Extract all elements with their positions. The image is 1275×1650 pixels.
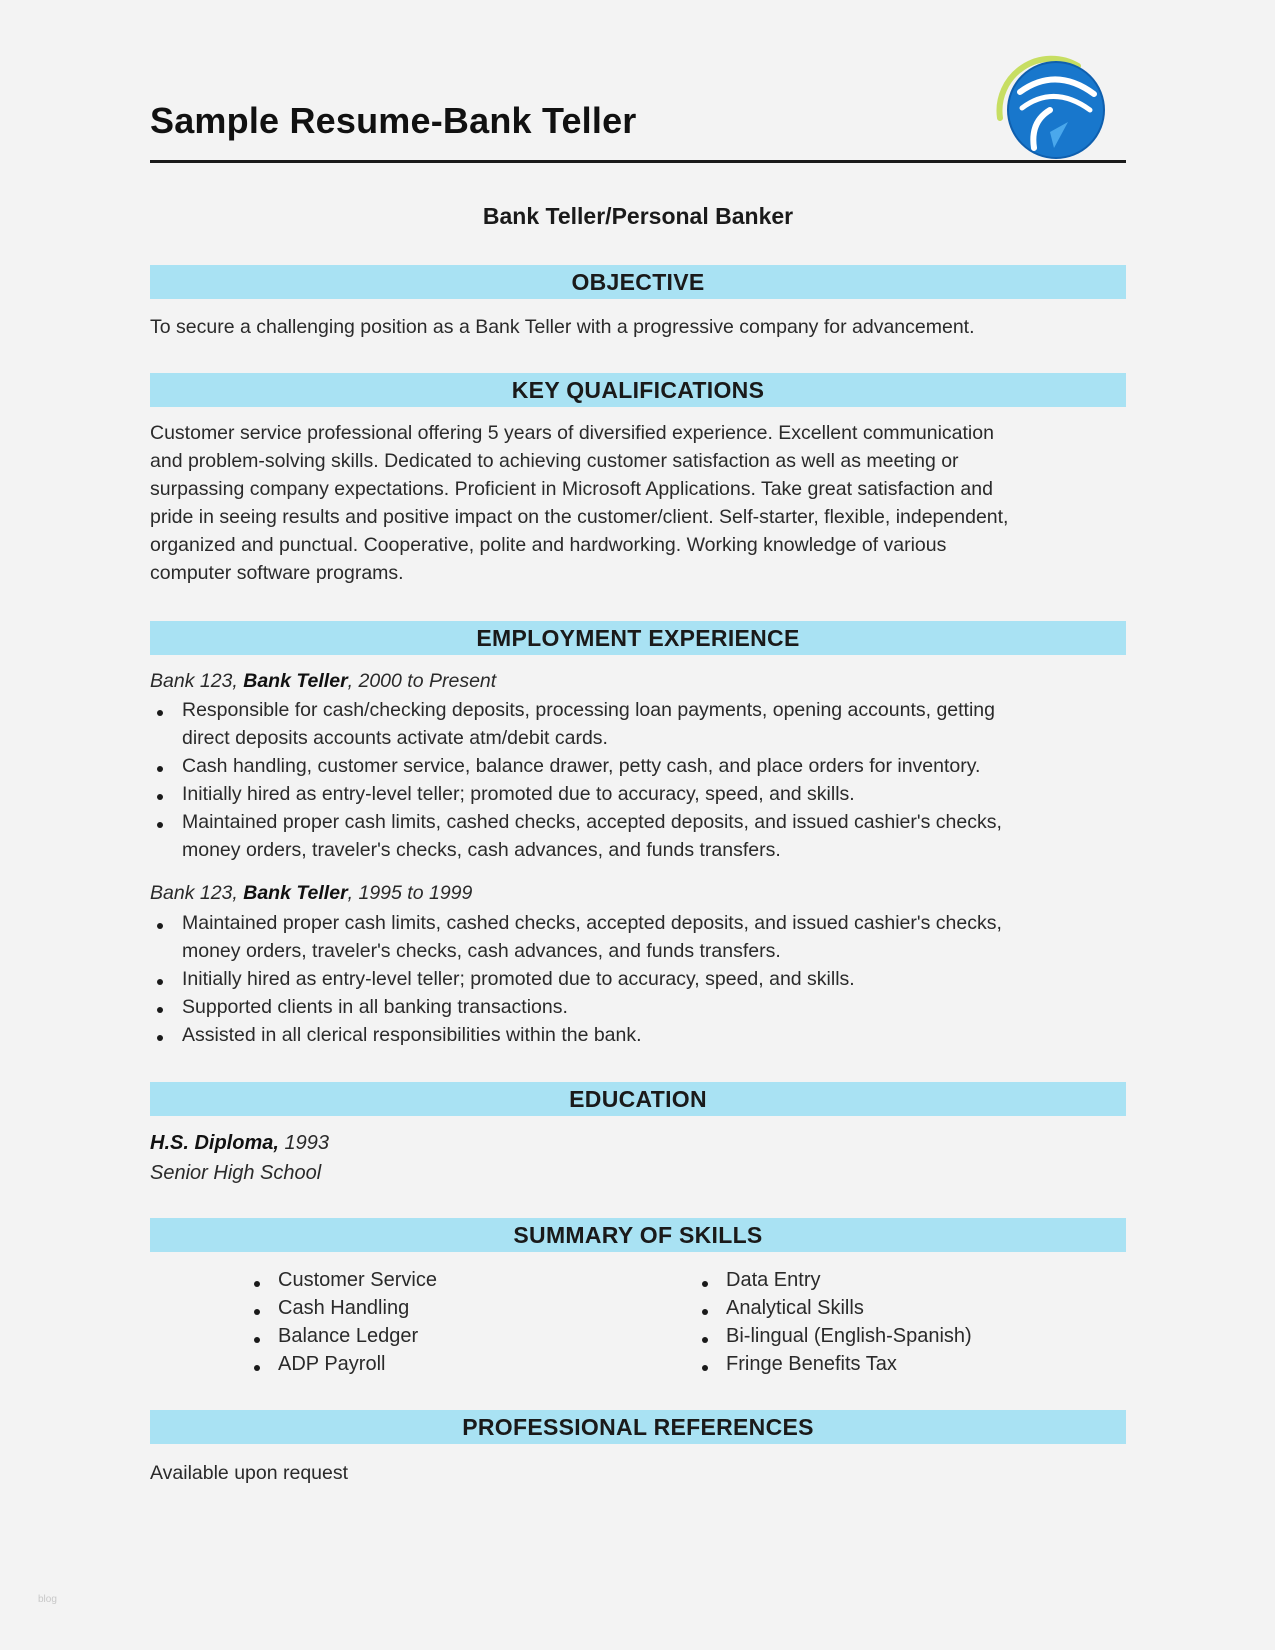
employment-heading: EMPLOYMENT EXPERIENCE bbox=[150, 621, 1126, 655]
bullet-icon bbox=[157, 710, 163, 716]
education-heading: EDUCATION bbox=[150, 1082, 1126, 1116]
job-header bbox=[150, 670, 496, 693]
references-text: Available upon request bbox=[150, 1462, 349, 1484]
list-item: Maintained proper cash limits, cashed checks, accepted deposits, and issued cashier's checks, money orders, traveler's checks, cash advances, and funds transfers. bbox=[150, 909, 1110, 965]
title-divider bbox=[150, 160, 1126, 163]
qualifications-line: and problem-solving skills. Dedicated to achieving customer satisfaction as well as meeting or bbox=[150, 450, 959, 472]
bullet-icon bbox=[157, 822, 163, 828]
document-title: Sample Resume-Bank Teller bbox=[150, 100, 637, 141]
skills-list-left bbox=[252, 1266, 612, 1378]
education-degree bbox=[150, 1132, 329, 1155]
list-item: Customer Service bbox=[252, 1266, 612, 1294]
qualifications-line: pride in seeing results and positive impact on the customer/client. Self-starter, flexible, independent, bbox=[150, 506, 1009, 528]
degree-year: 1993 bbox=[278, 1132, 329, 1154]
job-role: Bank Teller bbox=[243, 670, 348, 692]
list-item: Initially hired as entry-level teller; promoted due to accuracy, speed, and skills. bbox=[150, 780, 1110, 808]
bullet-icon bbox=[254, 1309, 260, 1315]
list-item: Responsible for cash/checking deposits, processing loan payments, opening accounts, getting direct deposits accounts activate atm/debit cards. bbox=[150, 696, 1110, 752]
qualifications-text bbox=[150, 419, 1126, 587]
bullet-icon bbox=[254, 1365, 260, 1371]
list-item: Cash Handling bbox=[252, 1294, 612, 1322]
qualifications-line: surpassing company expectations. Proficient in Microsoft Applications. Take great satisfaction and bbox=[150, 478, 993, 500]
bullet-icon bbox=[157, 979, 163, 985]
list-item: Maintained proper cash limits, cashed checks, accepted deposits, and issued cashier's checks, money orders, traveler's checks, cash advances, and funds transfers. bbox=[150, 808, 1110, 864]
bullet-icon bbox=[157, 1007, 163, 1013]
bullet-icon bbox=[254, 1281, 260, 1287]
bullet-icon bbox=[702, 1309, 708, 1315]
job-role: Bank Teller bbox=[243, 882, 348, 904]
bullet-icon bbox=[702, 1337, 708, 1343]
bullet-icon bbox=[702, 1281, 708, 1287]
job-dates: , 2000 to Present bbox=[347, 670, 497, 692]
list-item: Cash handling, customer service, balance drawer, petty cash, and place orders for inventory. bbox=[150, 752, 1110, 780]
degree-name: H.S. Diploma, bbox=[150, 1132, 279, 1154]
list-item: Fringe Benefits Tax bbox=[700, 1350, 1060, 1378]
list-item: Data Entry bbox=[700, 1266, 1060, 1294]
watermark-text: blog bbox=[38, 1594, 57, 1605]
bullet-icon bbox=[157, 794, 163, 800]
job-company: Bank 123, bbox=[150, 670, 238, 692]
job-dates: , 1995 to 1999 bbox=[347, 882, 473, 904]
job-company: Bank 123, bbox=[150, 882, 238, 904]
qualifications-line: Customer service professional offering 5 years of diversified experience. Excellent communication bbox=[150, 422, 994, 444]
qualifications-line: computer software programs. bbox=[150, 562, 404, 584]
list-item: ADP Payroll bbox=[252, 1350, 612, 1378]
skills-list-right bbox=[700, 1266, 1060, 1378]
references-heading: PROFESSIONAL REFERENCES bbox=[150, 1410, 1126, 1444]
bullet-icon bbox=[702, 1365, 708, 1371]
list-item: Bi-lingual (English-Spanish) bbox=[700, 1322, 1060, 1350]
bullet-icon bbox=[254, 1337, 260, 1343]
bullet-icon bbox=[157, 1035, 163, 1041]
qualifications-line: organized and punctual. Cooperative, polite and hardworking. Working knowledge of various bbox=[150, 534, 947, 556]
globe-logo-icon bbox=[990, 52, 1110, 164]
objective-text: To secure a challenging position as a Bank Teller with a progressive company for advancement. bbox=[150, 316, 975, 338]
bullet-icon bbox=[157, 766, 163, 772]
objective-heading: OBJECTIVE bbox=[150, 265, 1126, 299]
list-item: Supported clients in all banking transactions. bbox=[150, 993, 1110, 1021]
education-school: Senior High School bbox=[150, 1162, 322, 1184]
list-item: Analytical Skills bbox=[700, 1294, 1060, 1322]
job-duties-list bbox=[150, 696, 1110, 864]
list-item: Balance Ledger bbox=[252, 1322, 612, 1350]
qualifications-heading: KEY QUALIFICATIONS bbox=[150, 373, 1126, 407]
list-item: Initially hired as entry-level teller; promoted due to accuracy, speed, and skills. bbox=[150, 965, 1110, 993]
bullet-icon bbox=[157, 923, 163, 929]
list-item: Assisted in all clerical responsibilities within the bank. bbox=[150, 1021, 1110, 1049]
job-subtitle: Bank Teller/Personal Banker bbox=[482, 203, 794, 229]
job-duties-list bbox=[150, 909, 1110, 1049]
skills-heading: SUMMARY OF SKILLS bbox=[150, 1218, 1126, 1252]
job-header bbox=[150, 882, 472, 905]
